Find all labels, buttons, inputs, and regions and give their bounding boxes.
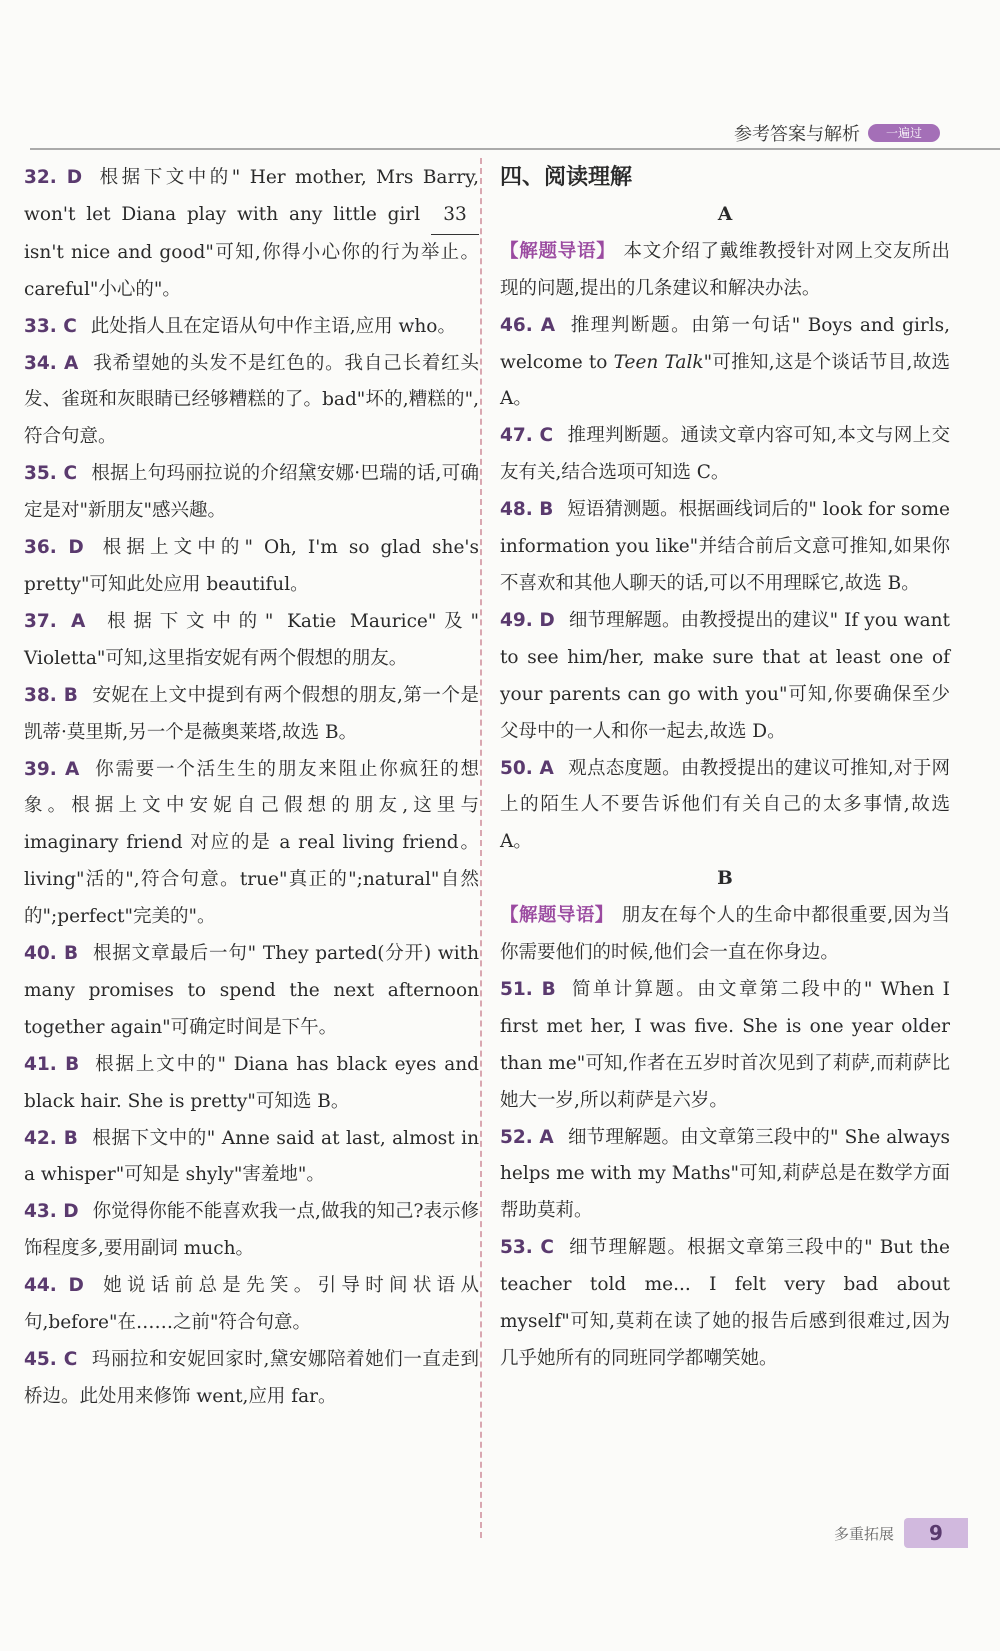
answer-item: 48. B 短语猜测题。根据画线词后的" look for some information you like"并结合前后文意可推知,如果你不喜欢和其他人聊天的话,可以不用理睬它,故选 B。 xyxy=(500,499,950,594)
answer-item: 50. A 观点态度题。由教授提出的建议可推知,对于网上的陌生人不要告诉他们有关自己的太多事情,故选 A。 xyxy=(500,757,951,853)
page-header xyxy=(734,118,940,148)
answer-item: 39. A 你需要一个活生生的朋友来阻止你疯狂的想象。根据上文中安妮自己假想的朋友,这里与 imaginary friend 对应的是 a real living friend。living"活的",符合句意。true"真正的";natural"自然的";perfect"完美的"。 xyxy=(24,758,480,928)
answer-item: 51. B 简单计算题。由文章第二段中的" When I first met her, I was five. She is one year older than me"可知,作者在五岁时首次见到了莉萨,而莉萨比她大一岁,所以莉萨是六岁。 xyxy=(500,978,950,1111)
answer-item: 36. D 根据上文中的" Oh, I'm so glad she's pretty"可知此处应用 beautiful。 xyxy=(24,537,479,595)
answer-item: 47. C 推理判断题。通读文章内容可知,本文与网上交友有关,结合选项可知选 C。 xyxy=(500,425,950,484)
answer-item: 44. D 她说话前总是先笑。引导时间状语从句,before"在……之前"符合句意。 xyxy=(24,1275,479,1334)
page-footer xyxy=(834,1516,968,1550)
brand-badge: 一遍过 xyxy=(868,124,940,142)
right-column xyxy=(500,160,950,1378)
guide-paragraph-b: 【解题导语】 朋友在每个人的生命中都很重要,因为当你需要他们的时候,他们会一直在你身边。 xyxy=(500,905,950,964)
answer-item: 45. C 玛丽拉和安妮回家时,黛安娜陪着她们一直走到桥边。此处用来修饰 went,应用 far。 xyxy=(24,1349,479,1407)
answer-item: 41. B 根据上文中的" Diana has black eyes and black hair. She is pretty"可知选 B。 xyxy=(24,1053,479,1112)
part-heading-a: A xyxy=(717,203,733,225)
answer-item: 38. B 安妮在上文中提到有两个假想的朋友,第一个是凯蒂·莫里斯,另一个是薇奥莱塔,故选 B。 xyxy=(24,684,479,743)
left-column xyxy=(24,160,479,1416)
column-divider xyxy=(480,158,482,1538)
answer-item: 32. D 根据下文中的" Her mother, Mrs Barry, won't let Diana play with any little girl 33 isn't nice and good"可知,你得小心你的行为举止。careful"小心的"。 xyxy=(24,167,480,300)
answer-item: 52. A 细节理解题。由文章第三段中的" She always helps me with my Maths"可知,莉萨总是在数学方面帮助莫莉。 xyxy=(500,1126,950,1222)
answer-item: 35. C 根据上句玛丽拉说的介绍黛安娜·巴瑞的话,可确定是对"新朋友"感兴趣。 xyxy=(24,463,479,522)
answer-item: 42. B 根据下文中的" Anne said at last, almost in a whisper"可知是 shyly"害羞地"。 xyxy=(24,1127,479,1186)
blank-33: 33 xyxy=(431,197,479,235)
answer-item: 37. A 根据下文中的" Katie Maurice"及" Violetta"可知,这里指安妮有两个假想的朋友。 xyxy=(24,610,479,669)
part-heading-b: B xyxy=(717,868,733,890)
section-title: 四、阅读理解 xyxy=(500,165,633,190)
answer-item: 49. D 细节理解题。由教授提出的建议" If you want to see him/her, make sure that at least one of your parents can go with you"可知,你要确保至少父母中的一人和你一起去,故选 D。 xyxy=(500,609,950,742)
answer-item: 33. C 此处指人且在定语从句中作主语,应用 who。 xyxy=(24,315,456,337)
answer-item: 46. A 推理判断题。由第一句话" Boys and girls, welcome to Teen Talk"可推知,这是个谈话节目,故选 A。 xyxy=(500,314,950,410)
page-number: 9 xyxy=(904,1518,968,1548)
header-title: 参考答案与解析 xyxy=(734,124,860,145)
answer-item: 53. C 细节理解题。根据文章第三段中的" But the teacher told me... I felt very bad about myself"可知,莫莉在读了她的报告后感到很难过,因为几乎她所有的同班同学都嘲笑她。 xyxy=(500,1237,951,1369)
answer-item: 34. A 我希望她的头发不是红色的。我自己长着红头发、雀斑和灰眼睛已经够糟糕的了。bad"坏的,糟糕的",符合句意。 xyxy=(24,352,479,448)
header-rule xyxy=(30,148,1000,150)
footer-label: 多重拓展 xyxy=(833,1524,894,1543)
guide-paragraph-a: 【解题导语】 本文介绍了戴维教授针对网上交友所出现的问题,提出的几条建议和解决办法。 xyxy=(500,240,950,299)
answer-item: 43. D 你觉得你能不能喜欢我一点,做我的知己?表示修饰程度多,要用副词 much。 xyxy=(24,1201,479,1260)
answer-item: 40. B 根据文章最后一句" They parted(分开) with many promises to spend the next afternoon together again"可确定时间是下午。 xyxy=(24,943,479,1038)
